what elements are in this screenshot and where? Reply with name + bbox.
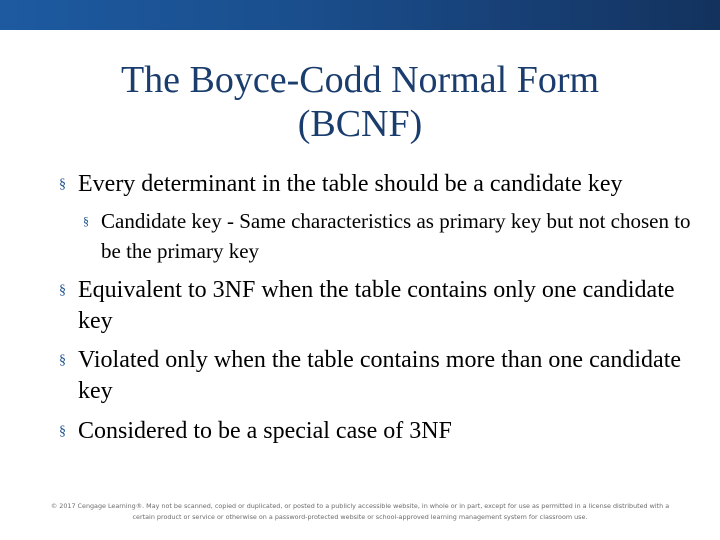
sub-bullet-text: Candidate key - Same characteristics as primary key but not chosen to be the primary key — [101, 209, 691, 263]
bullet-text: Considered to be a special case of 3NF — [78, 418, 452, 444]
bullet-item-1 — [59, 169, 693, 200]
slide-title-line-1: The Boyce-Codd Normal Form — [120, 59, 600, 101]
bullet-marker-icon: § — [59, 353, 66, 368]
bullet-marker-icon: § — [59, 177, 66, 192]
bullet-text: Equivalent to 3NF when the table contains only one candidate key — [78, 277, 675, 334]
sub-bullet-item-1 — [83, 206, 691, 266]
bullet-text: Every determinant in the table should be a candidate key — [78, 171, 623, 197]
bullet-marker-icon: § — [59, 283, 66, 298]
copyright-line-1: © 2017 Cengage Learning®. May not be scanned, copied or duplicated, or posted to a publicly accessible website, in whole or in part, except for use as permitted in a license distributed with a — [50, 502, 670, 510]
bullet-item-4 — [59, 416, 693, 447]
top-banner — [0, 0, 720, 30]
bullet-item-3 — [59, 345, 693, 407]
slide-title-line-2: (BCNF) — [297, 103, 423, 145]
bullet-text: Violated only when the table contains more than one candidate key — [78, 347, 682, 404]
copyright-line-2: certain product or service or otherwise on a password-protected website or school-approved learning management system for classroom use. — [132, 513, 588, 521]
bullet-item-2 — [59, 275, 693, 337]
bullet-marker-icon: § — [59, 424, 66, 439]
copyright-footer — [30, 501, 690, 523]
sub-bullet-marker-icon: § — [83, 214, 89, 228]
slide-title — [60, 58, 660, 146]
